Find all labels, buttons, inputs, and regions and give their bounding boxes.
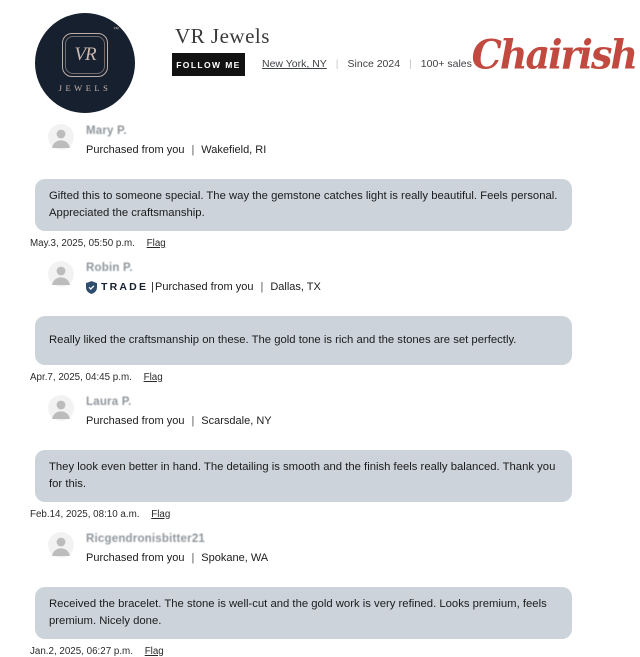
review-date-row: [30, 372, 640, 383]
review-text: They look even better in hand. The detailing is smooth and the finish feels really balanced. Thank you for this.: [49, 460, 556, 490]
review-date-row: [30, 509, 640, 520]
flag-link[interactable]: Flag: [144, 645, 164, 657]
reviewer-identity: [86, 122, 266, 166]
review-item: [0, 523, 640, 657]
separator: |: [260, 281, 264, 294]
avatar-icon: [48, 395, 74, 421]
flag-link[interactable]: Flag: [151, 508, 171, 520]
review-meta: [86, 415, 272, 427]
shop-logo: [35, 13, 135, 113]
trade-label: TRADE: [101, 281, 149, 294]
separator: |: [335, 58, 339, 70]
review-item: [0, 252, 640, 383]
seller-info-row: [262, 58, 472, 70]
review-text-bubble: [35, 316, 572, 365]
purchase-label: Purchased from you: [86, 551, 185, 564]
separator: |: [191, 144, 195, 156]
chairish-logo[interactable]: Chairish: [471, 30, 636, 79]
reviewer-identity: [86, 530, 268, 574]
review-date-row: [30, 646, 640, 657]
purchase-label: Purchased from you: [86, 144, 185, 156]
separator: |: [191, 414, 195, 427]
trade-badge: [86, 281, 148, 294]
shop-header: [0, 0, 640, 115]
separator: |: [151, 281, 155, 294]
seller-sales-count: 100+ sales: [420, 58, 472, 70]
review-date: Feb.14, 2025, 08:10 a.m.: [30, 508, 140, 520]
review-item: [0, 115, 640, 249]
separator: |: [191, 551, 195, 564]
avatar-icon: [48, 261, 74, 287]
review-meta: [86, 552, 268, 564]
review-header: [48, 122, 640, 166]
review-text: Received the bracelet. The stone is well-cut and the gold work is very refined. Looks premium, feels premium. Nicely done.: [49, 597, 547, 627]
flag-link[interactable]: Flag: [146, 237, 166, 249]
logo-brand-word: JEWELS: [58, 83, 112, 93]
reviewer-identity: [86, 259, 321, 303]
review-meta: [86, 281, 321, 294]
flag-link[interactable]: Flag: [143, 371, 163, 383]
avatar-icon: [48, 124, 74, 150]
review-meta: [86, 144, 266, 156]
shield-icon: [86, 281, 97, 294]
reviewer-location: Spokane, WA: [201, 551, 269, 564]
reviewer-location: Dallas, TX: [270, 281, 321, 294]
review-text-bubble: [35, 179, 572, 231]
review-date: May.3, 2025, 05:50 p.m.: [30, 237, 135, 249]
review-date-row: [30, 238, 640, 249]
logo-monogram: VR: [74, 44, 96, 65]
purchase-label: Purchased from you: [155, 281, 254, 294]
separator: |: [409, 58, 412, 70]
seller-since: Since 2024: [347, 58, 401, 70]
review-text-bubble: [35, 587, 572, 639]
reviewer-identity: [86, 393, 272, 437]
review-header: [48, 530, 640, 574]
follow-button[interactable]: FOLLOW ME: [172, 53, 245, 76]
reviewer-name: Ricgendronisbitter21: [86, 532, 206, 545]
review-header: [48, 393, 640, 437]
review-text: Really liked the craftsmanship on these. The gold tone is rich and the stones are set perfectly.: [49, 333, 517, 346]
reviewer-name: Laura P.: [86, 395, 132, 408]
logo-frame: [62, 27, 119, 77]
shop-name-title: VR Jewels: [175, 24, 270, 48]
review-date: Apr.7, 2025, 04:45 p.m.: [30, 371, 132, 383]
reviewer-location: Wakefield, RI: [201, 144, 267, 156]
review-date: Jan.2, 2025, 06:27 p.m.: [30, 645, 133, 657]
purchase-label: Purchased from you: [86, 414, 185, 427]
avatar-icon: [48, 532, 74, 558]
seller-location-link[interactable]: New York, NY: [262, 58, 327, 70]
review-header: [48, 259, 640, 303]
reviewer-name: Mary P.: [86, 125, 127, 137]
trademark-symbol: ™: [113, 27, 119, 33]
review-text: Gifted this to someone special. The way the gemstone catches light is really beautiful. Feels personal. Appreciated the craftsmanship.: [49, 190, 558, 219]
review-item: [0, 386, 640, 520]
reviewer-location: Scarsdale, NY: [201, 414, 272, 427]
reviewer-name: Robin P.: [86, 261, 133, 274]
review-text-bubble: [35, 450, 572, 502]
